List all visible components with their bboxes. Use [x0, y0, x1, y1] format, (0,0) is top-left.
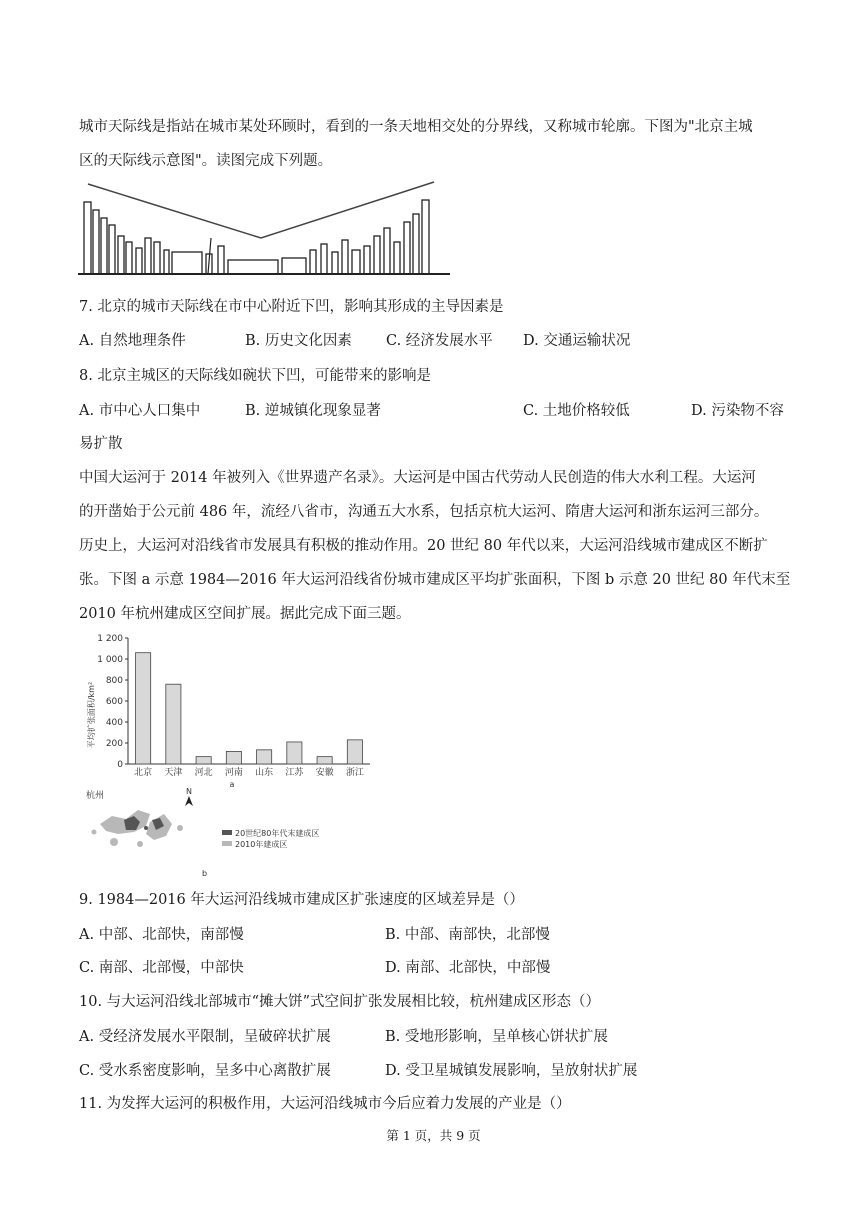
north-arrow-icon [185, 796, 193, 806]
intro-line-1: 城市天际线是指站在城市某处环顾时，看到的一条天地相交处的分界线，又称城市轮廓。下图为"北京主城 [79, 119, 753, 135]
chart-x-tick-label: 山东 [255, 768, 274, 778]
q9-stem: 9. 1984—2016 年大运河沿线城市建成区扩张速度的区域差异是（） [79, 892, 524, 908]
chart-sublabel: a [229, 780, 235, 789]
legend-swatch-1980s [222, 830, 232, 835]
chart-bar [166, 684, 181, 764]
chart-bar [317, 757, 332, 764]
chart-x-tick-label: 河南 [224, 768, 243, 778]
q10-option-c[interactable]: C. 受水系密度影响，呈多中心离散扩展 [79, 1063, 331, 1079]
chart-x-tick-label: 天津 [164, 768, 183, 778]
q8-option-c[interactable]: C. 土地价格较低 [523, 403, 630, 419]
passage-line-1: 中国大运河于 2014 年被列入《世界遗产名录》。大运河是中国古代劳动人民创造的伟大水利工程。大运河 [79, 470, 756, 486]
q7-option-a[interactable]: A. 自然地理条件 [79, 333, 186, 349]
hangzhou-map-b [80, 784, 380, 880]
q8-option-d[interactable]: D. 污染物不容 [691, 403, 784, 419]
skyline-v-line [88, 182, 434, 238]
skyline-diagram [78, 180, 458, 280]
chart-y-tick-label: 200 [105, 739, 123, 749]
q7-option-b[interactable]: B. 历史文化因素 [245, 333, 352, 349]
q8-option-b[interactable]: B. 逆城镇化现象显著 [245, 403, 381, 419]
chart-y-tick-label: 400 [105, 718, 123, 728]
chart-x-tick-label: 河北 [194, 768, 213, 778]
chart-bar [287, 742, 302, 764]
chart-bar [196, 757, 211, 764]
legend-label-2010: 2010年建成区 [235, 840, 288, 849]
built-up-area-2010 [92, 810, 184, 847]
chart-x-tick-label: 浙江 [345, 768, 364, 778]
q8-stem: 8. 北京主城区的天际线如碗状下凹，可能带来的影响是 [79, 368, 431, 384]
chart-y-tick-label: 600 [105, 697, 123, 707]
passage-line-3: 历史上，大运河对沿线省市发展具有积极的推动作用。20 世纪 80 年代以来，大运河沿线城市建成区不断扩 [79, 538, 768, 554]
q10-stem: 10. 与大运河沿线北部城市“摊大饼”式空间扩张发展相比较，杭州建成区形态（） [79, 994, 600, 1010]
q7-option-d[interactable]: D. 交通运输状况 [523, 333, 631, 349]
chart-y-tick-label: 0 [117, 760, 123, 770]
q9-option-c[interactable]: C. 南部、北部慢，中部快 [79, 960, 244, 976]
bar-chart-a [80, 630, 380, 790]
map-north-label: N [186, 787, 192, 796]
q7-stem: 7. 北京的城市天际线在市中心附近下凹，影响其形成的主导因素是 [79, 299, 504, 315]
legend-swatch-2010 [222, 841, 232, 846]
q9-option-b[interactable]: B. 中部、南部快，北部慢 [385, 927, 550, 943]
passage-line-4: 张。下图 a 示意 1984—2016 年大运河沿线省份城市建成区平均扩张面积，下图 b 示意 20 世纪 80 年代末至 [79, 572, 791, 588]
q10-option-d[interactable]: D. 受卫星城镇发展影响，呈放射状扩展 [385, 1063, 638, 1079]
q9-option-a[interactable]: A. 中部、北部快，南部慢 [79, 927, 244, 943]
passage-line-5: 2010 年杭州建成区空间扩展。据此完成下面三题。 [79, 606, 411, 622]
map-city-label: 杭州 [86, 791, 105, 801]
q11-stem: 11. 为发挥大运河的积极作用，大运河沿线城市今后应着力发展的产业是（） [79, 1096, 571, 1112]
passage-line-2: 的开凿始于公元前 486 年，流经八省市，沟通五大水系，包括京杭大运河、隋唐大运河和浙东运河三部分。 [79, 504, 769, 520]
chart-bar [136, 653, 151, 764]
chart-x-tick-label: 安徽 [315, 768, 334, 778]
q10-option-a[interactable]: A. 受经济发展水平限制，呈破碎状扩展 [79, 1029, 331, 1045]
chart-bar [257, 750, 272, 764]
q7-option-c[interactable]: C. 经济发展水平 [386, 333, 493, 349]
chart-y-tick-label: 1 000 [97, 655, 123, 665]
chart-x-tick-label: 江苏 [285, 768, 304, 778]
q8-option-d-wrap: 易扩散 [79, 436, 123, 452]
q9-option-d[interactable]: D. 南部、北部快，中部慢 [385, 960, 551, 976]
q8-option-a[interactable]: A. 市中心人口集中 [79, 403, 201, 419]
legend-label-1980s: 20世纪80年代末建成区 [235, 829, 320, 838]
q10-option-b[interactable]: B. 受地形影响，呈单核心饼状扩展 [385, 1029, 608, 1045]
chart-bar [226, 751, 241, 764]
chart-y-tick-label: 1 200 [97, 634, 123, 644]
page-footer: 第 1 页，共 9 页 [386, 1128, 481, 1143]
chart-y-tick-label: 800 [105, 676, 123, 686]
chart-x-tick-label: 北京 [134, 768, 153, 778]
chart-bar [347, 740, 362, 764]
map-sublabel: b [202, 869, 208, 878]
chart-ylabel: 平均扩张面积/km² [87, 681, 96, 749]
intro-line-2: 区的天际线示意图"。读图完成下列题。 [79, 153, 333, 169]
